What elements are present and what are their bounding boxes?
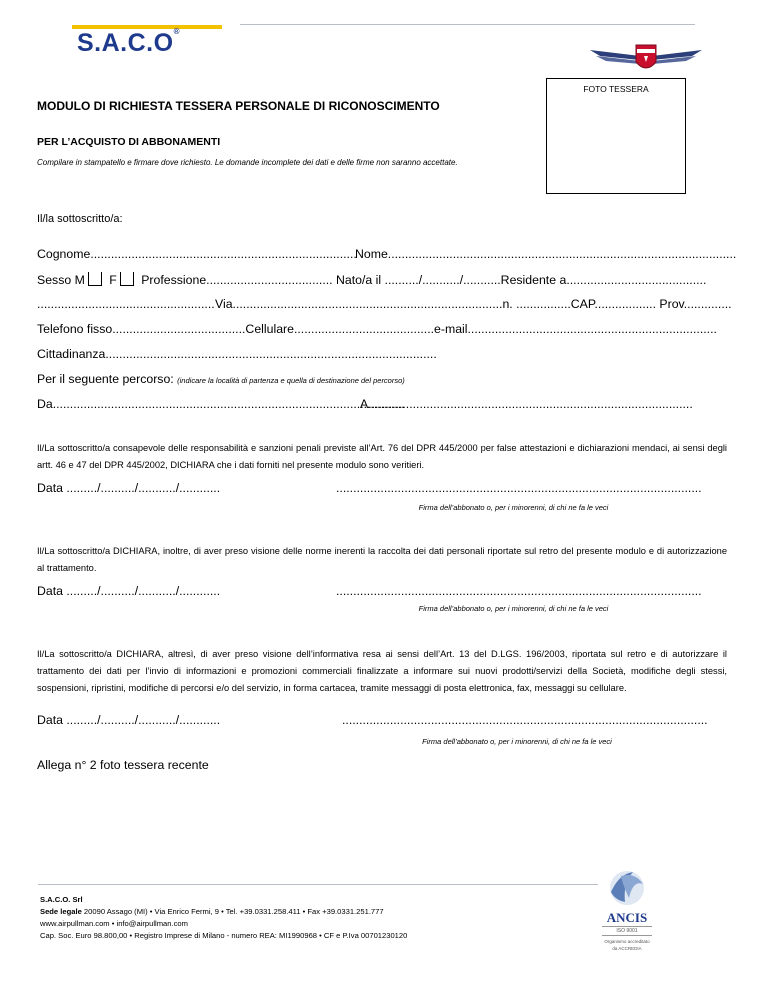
declaration-2-signature-caption: Firma dell’abbonato o, per i minorenni, di chi ne fa le veci — [418, 604, 609, 613]
percorso-row — [37, 372, 405, 386]
cognome-field[interactable]: Cognome.............................................................................. — [37, 247, 357, 261]
via-field[interactable]: Via...............................................................................n. ................CAP.................. Prov.............. — [215, 297, 732, 311]
nome-field[interactable]: Nome...................................................................................................... — [355, 247, 737, 261]
sesso-label: Sesso — [37, 273, 72, 287]
footer-web: www.airpullman.com • info@airpullman.com — [40, 919, 188, 928]
ancis-globe-icon — [605, 868, 649, 906]
footer-rule — [38, 884, 598, 885]
photo-box — [546, 78, 686, 194]
da-field[interactable]: Da....................................................................................................... — [37, 397, 405, 411]
footer-legal: Cap. Soc. Euro 98.800,00 • Registro Imprese di Milano - numero REA: MI1990968 • CF e P.Iva 00701230120 — [40, 931, 408, 940]
footer-company: S.A.C.O. Srl — [40, 895, 83, 904]
footer-sede-label: Sede legale — [40, 907, 82, 916]
declaration-3-signature-line[interactable]: ........................................................................................................... — [342, 713, 708, 727]
residente-continuation[interactable]: .................................................... — [37, 297, 215, 311]
footer-sede-text: 20090 Assago (MI) • Via Enrico Fermi, 9 • Tel. +39.0331.258.411 • Fax +39.0331.251.777 — [83, 907, 384, 916]
percorso-label: Per il seguente percorso: — [37, 372, 174, 386]
attachment-note: Allega n° 2 foto tessera recente — [37, 758, 209, 772]
airpullman-wings-logo — [588, 40, 704, 76]
professione-field[interactable]: Professione..................................... — [141, 273, 333, 287]
saco-logo: S.A.C.O® — [77, 27, 180, 57]
nato-residente-field[interactable]: Nato/a il ........../.........../...........Residente a......................................... — [336, 273, 707, 287]
percorso-note: (indicare la località di partenza e quella di destinazione del percorso) — [177, 376, 405, 385]
ancis-iso: ISO 9001 — [602, 926, 652, 936]
telefono-cellulare-email-field[interactable]: Telefono fisso.......................................Cellulare.........................................e-mail......................................................................... — [37, 322, 717, 336]
sesso-f-checkbox[interactable] — [120, 272, 134, 286]
sesso-row — [37, 272, 706, 287]
sesso-m-checkbox[interactable] — [88, 272, 102, 286]
a-field[interactable]: A............................................................................................... — [360, 397, 693, 411]
ancis-accredited-line2: da ACCREDIA — [612, 946, 642, 951]
ancis-name: ANCIS — [606, 910, 648, 925]
declaration-1-signature-caption: Firma dell’abbonato o, per i minorenni, di chi ne fa le veci — [418, 503, 609, 512]
declaration-1-signature-line[interactable]: ........................................................................................................... — [336, 481, 702, 495]
declaration-1-text: Il/La sottoscritto/a consapevole delle responsabilità e sanzioni penali previste all’Art. 76 del DPR 445/2000 per false attestazioni e dichiarazioni mendaci, ai sensi degli artt. 46 e 47 del DPR 445/2002, DICHIARA che i dati forniti nel presente modulo sono veritieri. — [37, 443, 727, 470]
declaration-3-signature-caption: Firma dell’abbonato o, per i minorenni, di chi ne fa le veci — [422, 737, 612, 746]
instructions: Compilare in stampatello e firmare dove richiesto. Le domande incomplete dei dati e delle firme non saranno accettate. — [37, 158, 458, 167]
declaration-3-date[interactable]: Data ........./........../.........../............ — [37, 713, 221, 727]
declaration-1-date[interactable]: Data ........./........../.........../............ — [37, 481, 221, 495]
declaration-2-signature-line[interactable]: ........................................................................................................... — [336, 584, 702, 598]
header-rule — [240, 24, 695, 25]
declaration-2-text: Il/La sottoscritto/a DICHIARA, inoltre, di aver preso visione delle norme inerenti la raccolta dei dati personali riportate sul retro del presente modulo e di autorizzazione al trattamento. — [37, 546, 727, 573]
footer-sede — [40, 907, 384, 916]
ancis-certification-logo — [602, 868, 652, 960]
photo-label: FOTO TESSERA — [583, 84, 649, 94]
sesso-f-label: F — [109, 273, 117, 287]
declaration-2-date[interactable]: Data ........./........../.........../............ — [37, 584, 221, 598]
form-title: MODULO DI RICHIESTA TESSERA PERSONALE DI RICONOSCIMENTO — [37, 99, 440, 113]
declaration-3-text: Il/La sottoscritto/a DICHIARA, altresì, di aver preso visione dell’informativa resa ai sensi dell’Art. 13 del D.LGS. 196/2003, riportata sul retro e di autorizzare il trattamento dei dati per l’invio di informazioni e promozioni commerciali finalizzate a informare sui nuovi prodotti/servizi della Società, modifiche degli stessi, sospensioni, ripristini, modifiche di percorsi e/o del servizio, in forma cartacea, tramite messaggi di posta elettronica, fax, messaggi su cellulare. — [37, 649, 727, 693]
undersigned-label: Il/la sottoscritto/a: — [37, 213, 123, 225]
ancis-accredited-line1: Organismo accreditato — [604, 939, 650, 944]
form-subtitle: PER L’ACQUISTO DI ABBONAMENTI — [37, 136, 221, 148]
cittadinanza-field[interactable]: Cittadinanza................................................................................................. — [37, 347, 437, 361]
sesso-m-label: M — [74, 273, 85, 287]
